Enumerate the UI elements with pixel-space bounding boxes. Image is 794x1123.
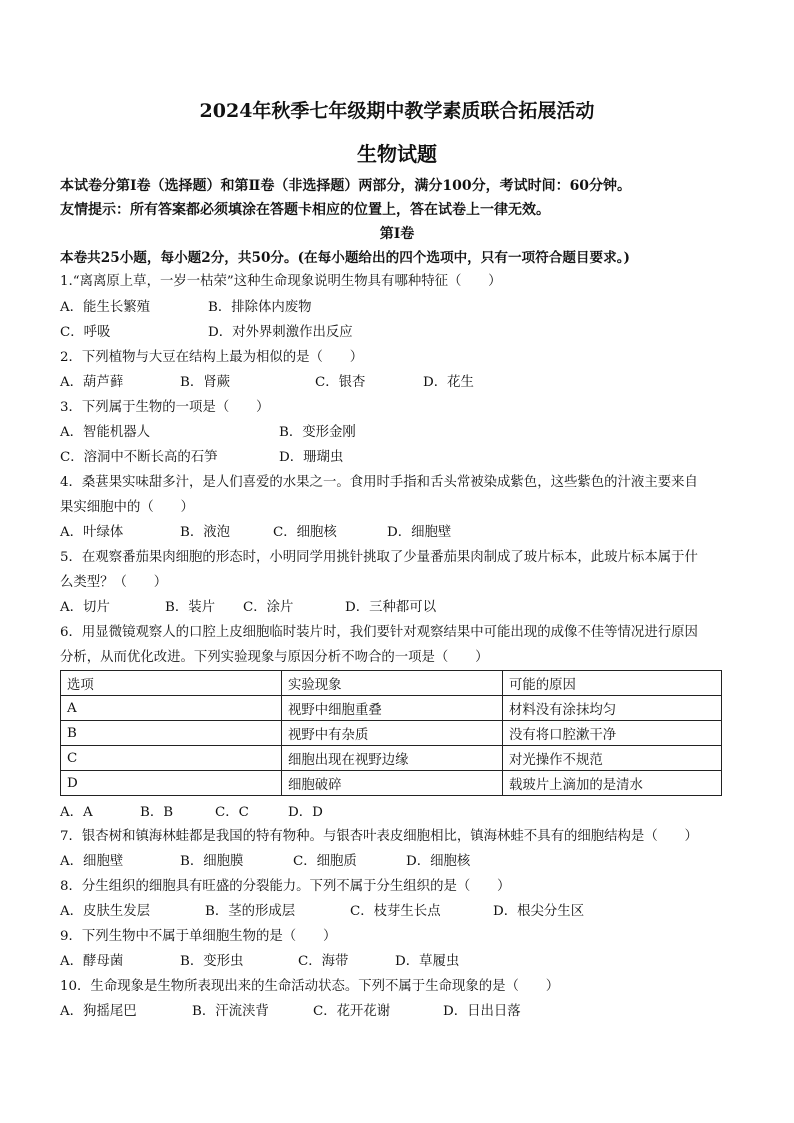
- question-7-option-c: C．细胞质: [293, 854, 357, 869]
- table-cell: 视野中细胞重叠: [282, 696, 503, 721]
- question-6-stem-line2: 分析，从而优化改进。下列实验现象与原因分析不吻合的一项是（ ）: [60, 650, 489, 665]
- question-4-option-b: B．液泡: [180, 525, 231, 540]
- question-3-option-d: D．珊瑚虫: [279, 450, 344, 465]
- question-1-option-b: B．排除体内废物: [208, 300, 312, 315]
- question-9-option-a: A．酵母菌: [60, 954, 124, 969]
- question-6-stem-line1: 6．用显微镜观察人的口腔上皮细胞临时装片时，我们要针对观察结果中可能出现的成像不佳等情况进行原因: [60, 625, 698, 640]
- question-9-option-c: C．海带: [298, 954, 349, 969]
- section-instructions: 本卷共25小题，每小题2分，共50分。(在每小题给出的四个选项中，只有一项符合题目要求。): [60, 250, 630, 266]
- exam-title: 2024年秋季七年级期中教学素质联合拓展活动: [199, 100, 595, 122]
- question-3-option-b: B．变形金刚: [279, 425, 356, 440]
- question-4-option-a: A．叶绿体: [60, 525, 124, 540]
- question-1-option-a: A．能生长繁殖: [60, 300, 151, 315]
- question-9-option-d: D．草履虫: [395, 954, 460, 969]
- table-header-cell: 可能的原因: [503, 671, 722, 696]
- question-6-table: [60, 670, 722, 796]
- table-cell: B: [61, 721, 282, 746]
- question-10-option-d: D．日出日落: [443, 1004, 521, 1019]
- table-cell: C: [61, 746, 282, 771]
- question-1-option-c: C．呼吸: [60, 325, 111, 340]
- question-5-stem-line1: 5．在观察番茄果肉细胞的形态时，小明同学用挑针挑取了少量番茄果肉制成了玻片标本，此玻片标本属于什: [60, 550, 698, 565]
- table-cell: 材料没有涂抹均匀: [503, 696, 722, 721]
- question-5-option-d: D．三种都可以: [345, 600, 437, 615]
- question-5-stem-line2: 么类型？（ ）: [60, 575, 168, 590]
- table-cell: A: [61, 696, 282, 721]
- table-row: [61, 746, 722, 771]
- table-cell: 视野中有杂质: [282, 721, 503, 746]
- question-10-option-c: C．花开花谢: [313, 1004, 391, 1019]
- question-9-option-b: B．变形虫: [180, 954, 244, 969]
- question-10-stem: 10．生命现象是生物所表现出来的生命活动状态。下列不属于生命现象的是（ ）: [60, 979, 560, 994]
- question-10-option-a: A．狗摇尾巴: [60, 1004, 137, 1019]
- table-row: [61, 696, 722, 721]
- table-row: [61, 771, 722, 796]
- question-2-option-a: A．葫芦藓: [60, 375, 124, 390]
- exam-intro: 本试卷分第Ⅰ卷（选择题）和第Ⅱ卷（非选择题）两部分，满分100分，考试时间：60分钟。: [60, 178, 632, 194]
- question-8-option-c: C．枝芽生长点: [350, 904, 441, 919]
- table-header-cell: 实验现象: [282, 671, 503, 696]
- question-2-option-d: D．花生: [423, 375, 474, 390]
- question-7-option-b: B．细胞膜: [180, 854, 244, 869]
- question-5-option-c: C．涂片: [243, 600, 294, 615]
- question-6-option-d: D．D: [288, 805, 323, 820]
- question-1-stem: 1.“离离原上草，一岁一枯荣”这种生命现象说明生物具有哪种特征（ ）: [60, 274, 502, 289]
- question-3-option-c: C．溶洞中不断长高的石笋: [60, 450, 218, 465]
- question-6-option-a: A．A: [60, 805, 93, 820]
- table-cell: 细胞破碎: [282, 771, 503, 796]
- question-4-stem-line1: 4．桑葚果实味甜多汁，是人们喜爱的水果之一。食用时手指和舌头常被染成紫色，这些紫色的汁液主要来自: [60, 475, 698, 490]
- table-cell: 对光操作不规范: [503, 746, 722, 771]
- question-7-stem: 7．银杏树和镇海林蛙都是我国的特有物种。与银杏叶表皮细胞相比，镇海林蛙不具有的细胞结构是（ ）: [60, 829, 698, 844]
- question-2-stem: 2．下列植物与大豆在结构上最为相似的是（ ）: [60, 350, 364, 365]
- table-cell: 细胞出现在视野边缘: [282, 746, 503, 771]
- question-5-option-b: B．装片: [165, 600, 216, 615]
- question-8-option-a: A．皮肤生发层: [60, 904, 151, 919]
- table-header-row: [61, 671, 722, 696]
- question-9-stem: 9．下列生物中不属于单细胞生物的是（ ）: [60, 929, 337, 944]
- question-3-option-a: A．智能机器人: [60, 425, 151, 440]
- question-6-option-c: C．C: [215, 805, 249, 820]
- question-2-option-b: B．肾蕨: [180, 375, 231, 390]
- question-1-option-d: D．对外界刺激作出反应: [208, 325, 353, 340]
- question-4-stem-line2: 果实细胞中的（ ）: [60, 500, 194, 515]
- exam-reminder: 友情提示：所有答案都必须填涂在答题卡相应的位置上，答在试卷上一律无效。: [60, 202, 550, 218]
- table-cell: D: [61, 771, 282, 796]
- question-4-option-c: C．细胞核: [273, 525, 337, 540]
- table-row: [61, 721, 722, 746]
- table-cell: 载玻片上滴加的是清水: [503, 771, 722, 796]
- question-2-option-c: C．银杏: [315, 375, 366, 390]
- question-7-option-a: A．细胞壁: [60, 854, 124, 869]
- question-8-option-b: B．茎的形成层: [205, 904, 296, 919]
- table-header-cell: 选项: [61, 671, 282, 696]
- question-3-stem: 3．下列属于生物的一项是（ ）: [60, 400, 270, 415]
- question-6-option-b: B．B: [140, 805, 174, 820]
- question-7-option-d: D．细胞核: [406, 854, 471, 869]
- question-8-option-d: D．根尖分生区: [493, 904, 585, 919]
- question-4-option-d: D．细胞壁: [387, 525, 452, 540]
- table-cell: 没有将口腔漱干净: [503, 721, 722, 746]
- question-8-stem: 8．分生组织的细胞具有旺盛的分裂能力。下列不属于分生组织的是（ ）: [60, 879, 511, 894]
- exam-subtitle: 生物试题: [357, 142, 437, 166]
- section-heading: 第Ⅰ卷: [379, 226, 415, 242]
- question-10-option-b: B．汗流浃背: [192, 1004, 269, 1019]
- question-5-option-a: A．切片: [60, 600, 110, 615]
